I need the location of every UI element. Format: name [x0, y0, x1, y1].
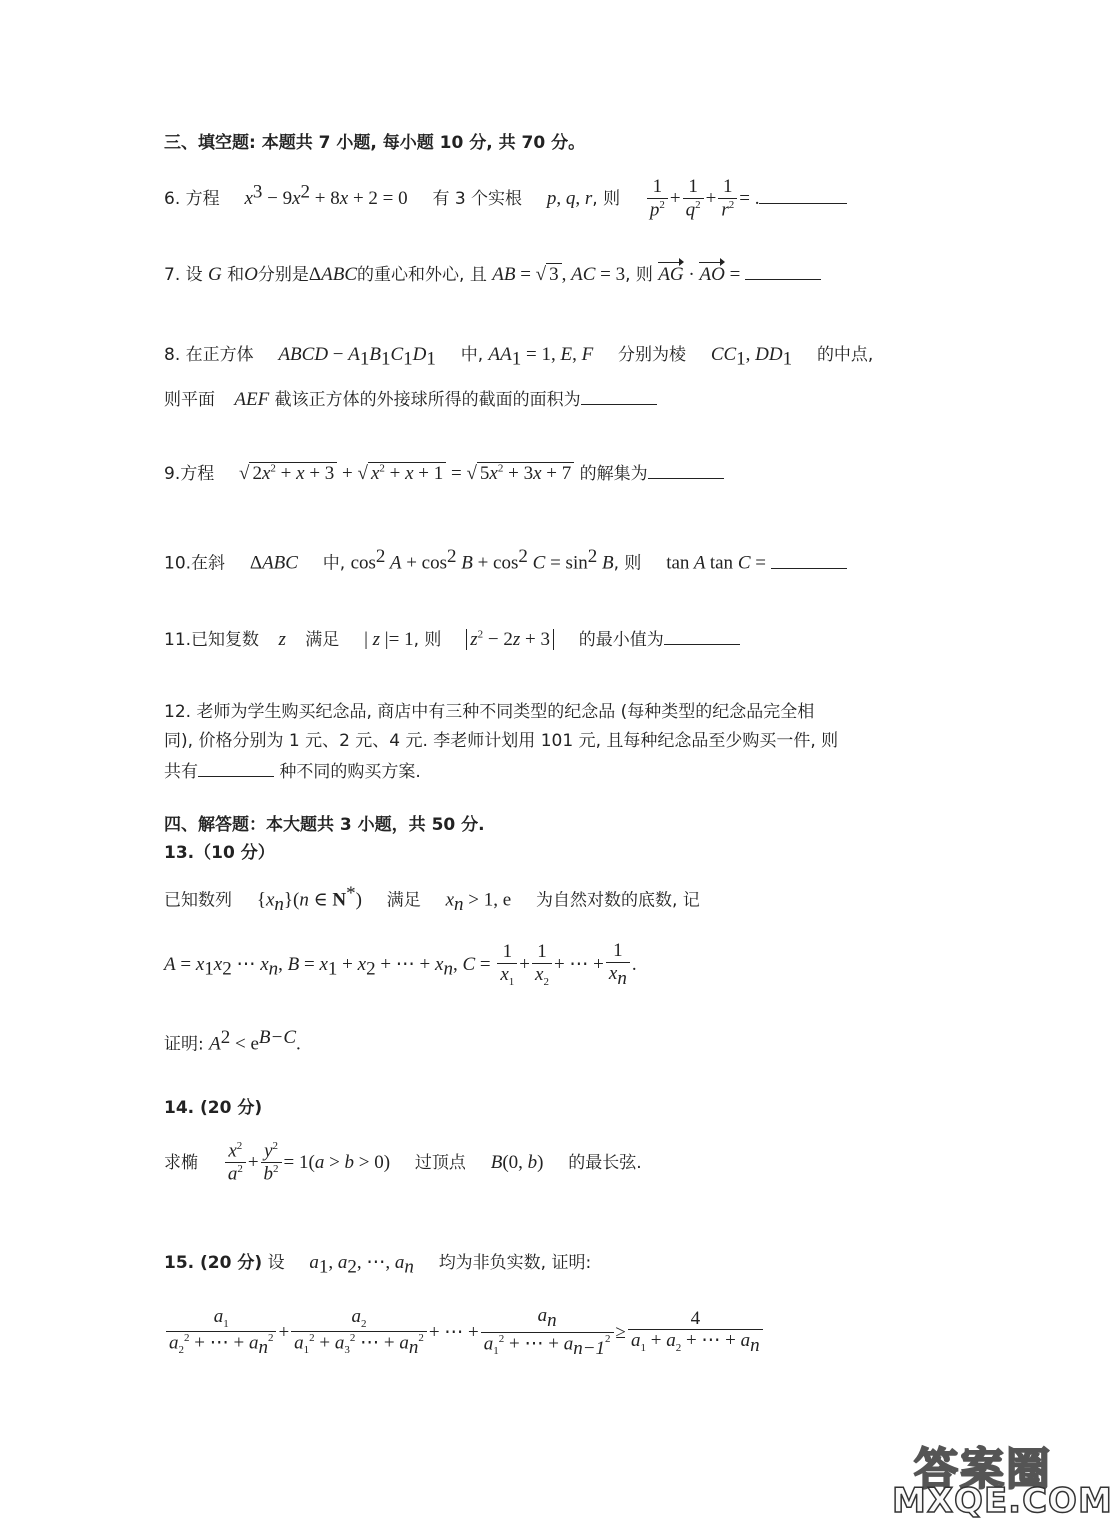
- q14-ask: 求椭: [164, 1153, 198, 1174]
- section4-heading: 四、解答题：本大题共 3 小题，共 50 分.: [164, 815, 485, 835]
- q13-prove-label: 证明:: [164, 1034, 204, 1055]
- q8-edges: 分别为棱: [618, 345, 686, 365]
- q9-answer-blank: [648, 462, 724, 479]
- q12-answer-blank: [198, 760, 274, 777]
- question-7: 7. 设 G 和O分别是ΔABC的重心和外心, 且 AB = √ 3 , AC = 3, 则 AG · AO =: [164, 263, 821, 287]
- q8-plane: 则平面: [164, 390, 215, 410]
- q8-midpoint: 的中点,: [816, 345, 874, 365]
- q13-e-desc: 为自然对数的底数, 记: [536, 890, 700, 911]
- q13-title: 13.（10 分）: [164, 843, 275, 863]
- q13-satisfies: 满足: [386, 890, 421, 911]
- q8-in: 中,: [460, 345, 484, 365]
- q7-and: 和: [227, 265, 245, 285]
- question-10: 10.在斜 ΔABC 中, $\cos^2 A + \cos^2 B + \cos^2 C = \sin^2 B$, 则 tan A tan C =: [164, 546, 847, 575]
- question-8-line2: 则平面 AEF 截该正方体的外接球所得的截面的面积为: [164, 388, 657, 412]
- q10-label: 10.在斜: [164, 553, 226, 574]
- question-9: 9.方程 √ $2x^2 + x + 3$ + √ $x^2 + x + 1$ = √ $5x^2 + 3x + 7$ 的解集为: [164, 462, 724, 486]
- q10-in: 中,: [322, 553, 346, 574]
- q12-total: 共有: [164, 762, 198, 782]
- watermark-site-text: MXQE.COM: [892, 1481, 1113, 1521]
- q13-prove: 证明: $A^2 < e^{B-C}$.: [164, 1027, 301, 1055]
- q11-then: , 则: [413, 630, 442, 650]
- q12-line1: 12. 老师为学生购买纪念品, 商店中有三种不同类型的纪念品 (每种类型的纪念品完全相: [164, 702, 815, 722]
- q6-then: , 则: [592, 188, 621, 209]
- q15-tail: 均为非负实数, 证明:: [438, 1253, 592, 1273]
- q14-vertex: 过顶点: [414, 1153, 466, 1174]
- q7-centers: 的重心和外心, 且: [357, 265, 487, 285]
- q12-line3: [164, 760, 421, 782]
- q7-desc: 分别是: [257, 265, 309, 285]
- q9-label: 9.方程: [164, 464, 215, 484]
- watermark-logo: [892, 1431, 1113, 1521]
- q14-body: 求椭 $\frac{x^2}{a^2}$ + $\frac{y^2}{b^2}$ = 1(a > b > 0) 过顶点 B(0, b) 的最长弦.: [164, 1140, 642, 1185]
- q6-label: 6. 方程: [164, 188, 220, 209]
- q15-let: 设: [267, 1253, 285, 1273]
- question-8-line1: 8. 在正方体 ABCD − $A_1B_1C_1D_1$ 中, $AA_1 = 1$, E, F 分别为棱 $CC_1$, $DD_1$ 的中点,: [164, 344, 874, 370]
- q6-has-roots: 有 3 个实根: [432, 188, 523, 209]
- q11-label: 11.已知复数: [164, 630, 260, 650]
- q8-section-text: 截该正方体的外接球所得的截面的面积为: [274, 390, 581, 410]
- q6-answer-blank: [759, 187, 847, 204]
- q8-answer-blank: [581, 388, 657, 405]
- q15-inequality: $\frac{a_1}{a_2^2 + \cdots + a_n^2}$ + $\frac{a_2}{a_1^2 + a_3^2 \cdots + a_n^2}$ + ⋯ + $\frac{a_n}{a_1^2 + \cdots + a_{n-1}^2}$ ≥ $\frac{4}{a_1 + a_2 + \cdots + a_n}$: [164, 1305, 765, 1361]
- q15-title: 15. (20 分): [164, 1253, 263, 1273]
- question-6: 6. 方程 $x^3 - 9x^2 + 8x + 2 = 0$ 有 3 个实根 p, q, r, 则 $\frac{1}{p^2}$ + $\frac{1}{q^2}$ + $\frac{1}{r^2}$ = .: [164, 176, 847, 222]
- q15-line1: 15. (20 分) 设 $a_1$, $a_2$, ⋯, $a_n$ 均为非负实数, 证明:: [164, 1252, 592, 1278]
- watermark-top-text: 答案圈: [914, 1444, 1052, 1495]
- q7-label: 7. 设: [164, 265, 203, 285]
- q11-satisfies: 满足: [305, 630, 340, 650]
- q7-answer-blank: [745, 263, 821, 280]
- q13-known: 已知数列: [164, 890, 232, 911]
- q10-then: , 则: [613, 553, 642, 574]
- q11-answer-blank: [664, 628, 740, 645]
- q11-tail: 的最小值为: [578, 630, 664, 650]
- q10-answer-blank: [771, 552, 847, 569]
- q8-label: 8. 在正方体: [164, 345, 254, 365]
- q13-definitions: $A = x_1x_2$ ⋯ $x_n$, $B = x_1 + x_2$ + ⋯ + $x_n$, C = $\frac{1}{x_1}$ + $\frac{1}{x_2}$ + ⋯ + $\frac{1}{x_n}$ .: [164, 940, 637, 989]
- q13-line1: 已知数列 $\{x_n\}(n$ ∈ N*) 满足 $x_n > 1$, e 为自然对数的底数, 记: [164, 883, 700, 916]
- q14-title: 14. (20 分): [164, 1098, 263, 1118]
- q12-line2: 同), 价格分别为 1 元、2 元、4 元. 李老师计划用 101 元, 且每种纪念品至少购买一件, 则: [164, 731, 839, 751]
- q14-tail: 的最长弦.: [568, 1153, 642, 1174]
- q7-then: , 则: [625, 265, 653, 285]
- q12-tail: 种不同的购买方案.: [279, 762, 421, 782]
- q9-tail: 的解集为: [579, 464, 648, 484]
- section3-heading: 三、填空题: 本题共 7 小题, 每小题 10 分, 共 70 分。: [164, 133, 586, 153]
- question-11: 11.已知复数 z 满足 | z |= 1, 则 $z^2 - 2z + 3$ 的最小值为: [164, 628, 740, 652]
